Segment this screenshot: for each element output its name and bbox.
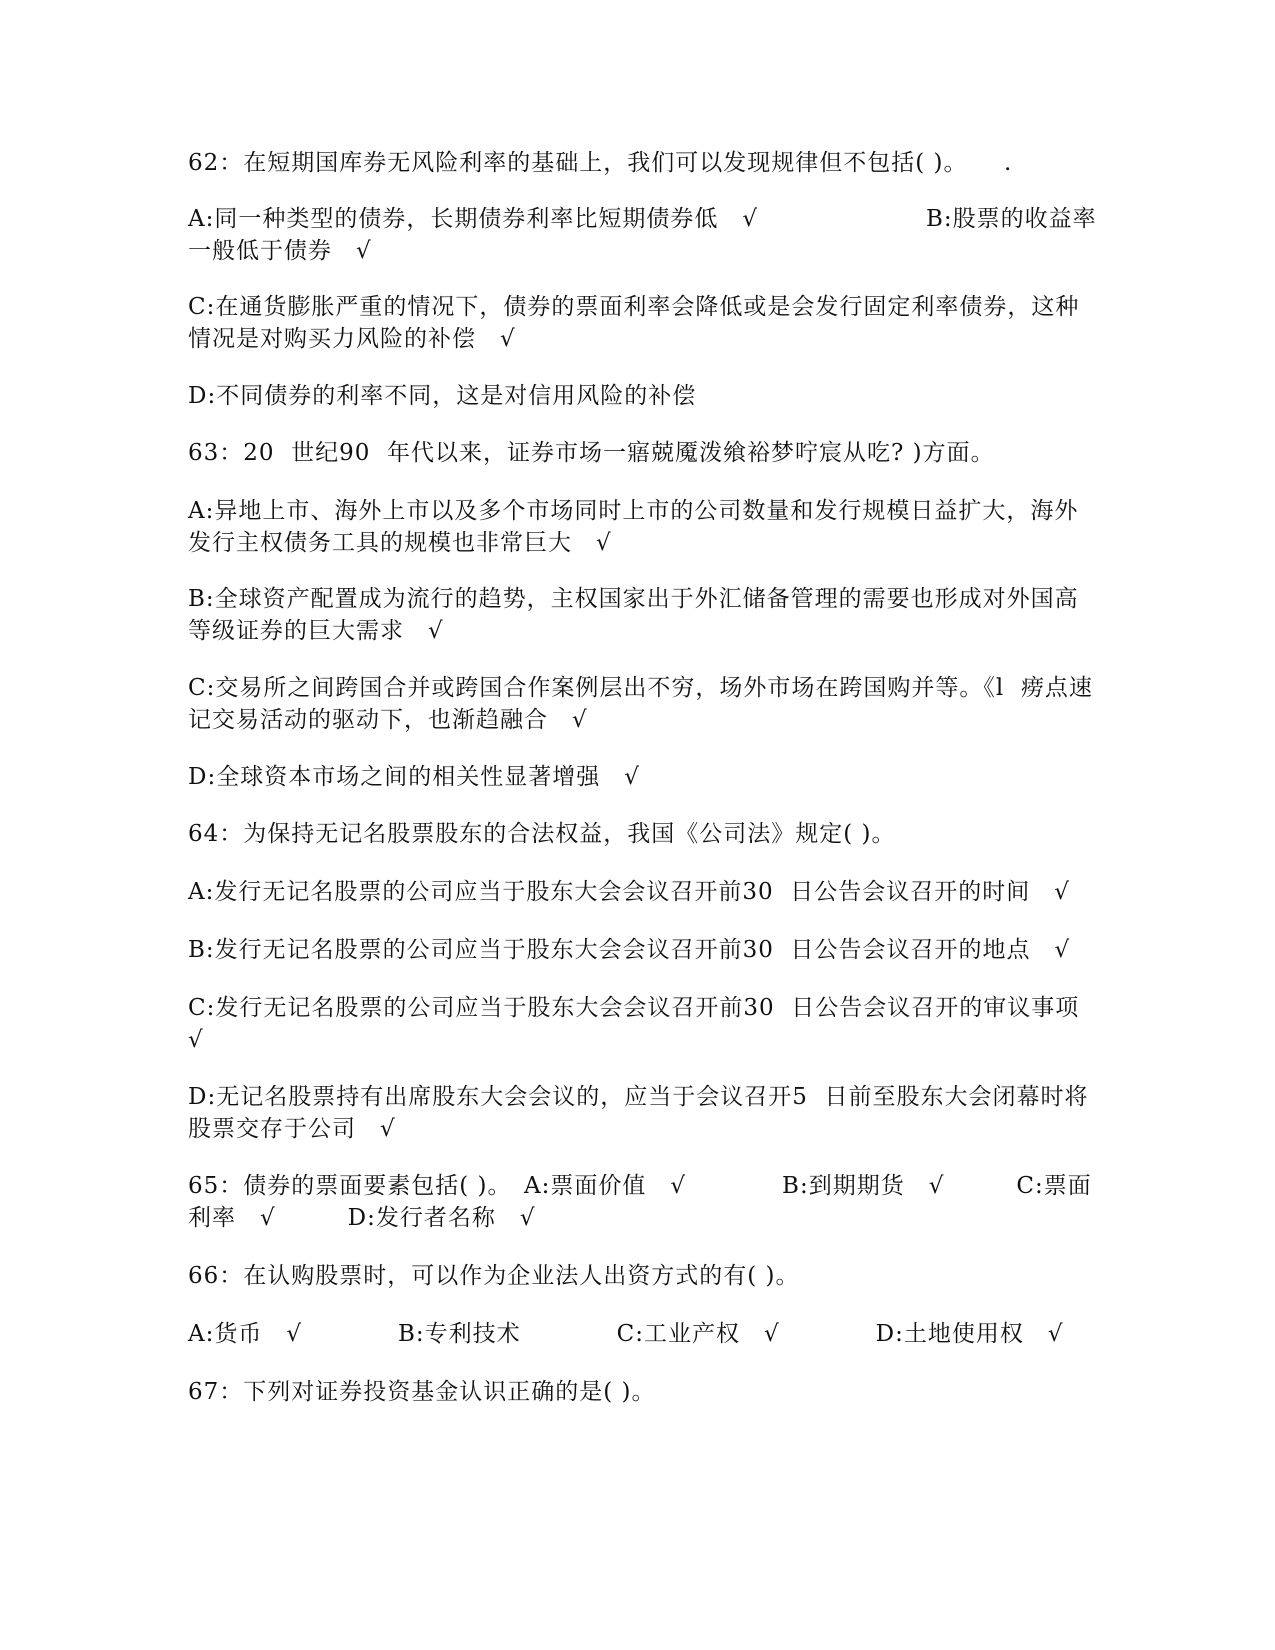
option-62-d: D:不同债券的利率不同，这是对信用风险的补偿 [188,383,697,409]
option-62-c: C:在通货膨胀严重的情况下，债券的票面利率会降低或是会发行固定利率债券，这种情况是对购买力风险的补偿 √ [188,294,1080,352]
option-64-b: B:发行无记名股票的公司应当于股东大会会议召开前30 日公告会议召开的地点 √ [188,937,1071,963]
option-64-d: D:无记名股票持有出席股东大会会议的，应当于会议召开5 日前至股东大会闭幕时将股票交存于公司 √ [188,1084,1089,1142]
options-66: A:货币 √ B:专利技术 C:工业产权 √ D:土地使用权 √ [188,1321,1064,1347]
question-62: 62：在短期国库券无风险利率的基础上，我们可以发现规律但不包括( )。 . [188,150,1013,176]
option-63-d: D:全球资本市场之间的相关性显著增强 √ [188,764,640,790]
question-67: 67：下列对证券投资基金认识正确的是( )。 [188,1379,656,1405]
question-65: 65：债券的票面要素包括( )。 A:票面价值 √ B:到期期货 √ C:票面利率 √ D:发行者名称 √ [188,1173,1092,1231]
option-64-c: C:发行无记名股票的公司应当于股东大会会议召开前30 日公告会议召开的审议事项 √ [188,995,1104,1053]
question-64: 64：为保持无记名股票股东的合法权益，我国《公司法》规定( )。 [188,821,896,847]
question-63: 63：20 世纪90 年代以来，证券市场一寤兢魇泼飨裕梦咛宸从吃? )方面。 [188,440,995,466]
question-66: 66：在认购股票时，可以作为企业法人出资方式的有( )。 [188,1263,800,1289]
option-63-c: C:交易所之间跨国合并或跨国合作案例层出不穷，场外市场在跨国购并等。《l 痨点速记交易活动的驱动下，也渐趋融合 √ [188,675,1093,733]
option-62-a-b: A:同一种类型的债券，长期债券利率比短期债券低 √ B:股票的收益率一般低于债券 √ [188,206,1097,264]
option-63-a: A:异地上市、海外上市以及多个市场同时上市的公司数量和发行规模日益扩大，海外发行主权债务工具的规模也非常巨大 √ [188,498,1079,556]
option-63-b: B:全球资产配置成为流行的趋势，主权国家出于外汇储备管理的需要也形成对外国高等级证券的巨大需求 √ [188,586,1079,644]
option-64-a: A:发行无记名股票的公司应当于股东大会会议召开前30 日公告会议召开的时间 √ [188,879,1070,905]
